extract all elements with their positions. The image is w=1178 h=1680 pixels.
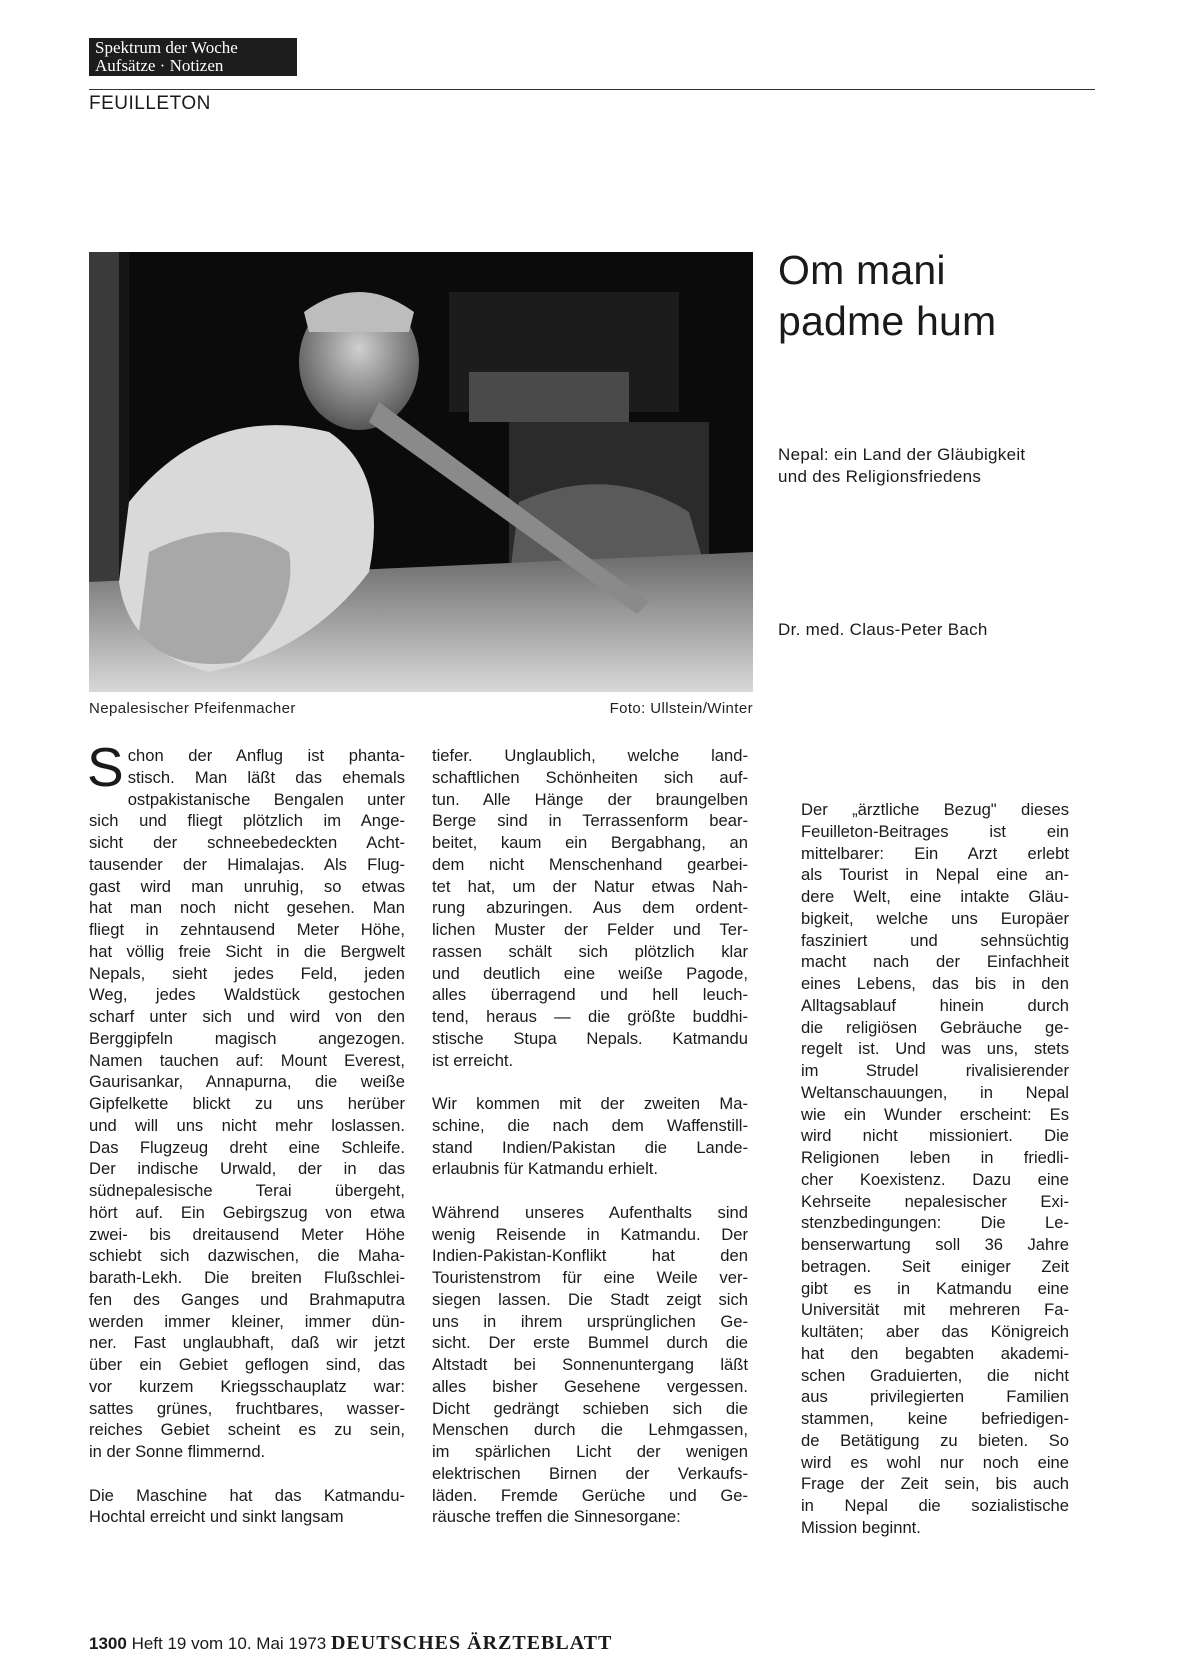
text-line: bigkeit, welche uns Europäer [801,908,1069,928]
text-line: Feuilleton-Beitrages ist ein [801,821,1069,841]
text-line: Touristenstrom für eine Weile ver- [432,1268,748,1287]
text-line: wie ein Wunder erscheint: Es [801,1104,1069,1124]
text-line: im spärlichen Licht der wenigen [432,1442,748,1461]
text-line: fen des Ganges und Brahmaputra [89,1289,405,1309]
text-line: chon der Anflug ist phanta- [127,746,405,765]
text-line: vor kurzem Kriegsschauplatz war: [89,1376,405,1396]
title-line1: Om mani [778,247,946,293]
text-line: schine, die nach dem Waffenstill- [432,1115,748,1135]
text-line: Menschen durch die Lehmgassen, [432,1420,748,1440]
section-badge [89,38,297,76]
body-column-1 [87,736,405,1528]
text-line: siegen lassen. Die Stadt zeigt sich [432,1289,748,1309]
text-line: sich und fliegt plötzlich im Ange- [89,811,405,831]
text-line: gast wird man unruhig, so etwas [89,876,405,896]
section-badge-line2: Aufsätze · Notizen [95,56,224,75]
text-line: im Strudel rivalisierender [801,1061,1069,1080]
rubric-label: FEUILLETON [89,93,211,114]
text-line: fasziniert und sehnsüchtig [801,930,1069,950]
text-line: Kehrseite nepalesischer Exi- [801,1191,1069,1211]
text-line: sicht der schneebedeckten Acht- [89,833,405,852]
text-line: beitet, kaum ein Bergabhang, an [432,833,748,852]
section-badge-line1: Spektrum der Woche [95,38,238,57]
text-line: und deutlich eine weiße Pagode, [432,963,748,983]
text-line: und will uns nicht mehr loslassen. [89,1115,405,1135]
photo-caption: Nepalesischer Pfeifenmacher [89,700,296,717]
text-line: über ein Gebiet geflogen sind, das [89,1355,405,1374]
paragraph-5 [432,1202,748,1528]
issue-info: Heft 19 vom 10. Mai 1973 [131,1634,327,1653]
text-line: eines Lebens, das bis in den [801,974,1069,993]
text-line: Dicht gedrängt schieben sich die [432,1398,748,1418]
text-line: Religionen leben in friedli- [801,1148,1069,1167]
text-line: barath-Lekh. Die breiten Flußschlei- [89,1268,405,1287]
paragraph-1 [87,736,405,1463]
text-line: sicht. Der erste Bummel durch die [432,1333,748,1353]
text-line: Berge sind in Terrassenform bear- [432,811,748,831]
text-line: Der indische Urwald, der in das [89,1159,405,1179]
text-line: ner. Fast unglaubhaft, daß wir jetzt [89,1333,405,1353]
text-line: Wir kommen mit der zweiten Ma- [432,1094,748,1113]
text-line: läden. Fremde Gerüche und Ge- [432,1485,748,1505]
text-line: Universität mit mehreren Fa- [801,1300,1069,1320]
article-subtitle [778,444,1098,488]
text-line: Indien-Pakistan-Konflikt hat den [432,1246,748,1266]
text-line: rung abzuringen. Aus dem ordent- [432,898,748,918]
pipe-maker-photo [89,252,753,692]
text-line: hört auf. Ein Gebirgszug von etwa [89,1202,405,1222]
text-line: ist erreicht. [432,1050,514,1070]
text-line: tun. Alle Hänge der braungelben [432,789,748,809]
article-title [778,245,1108,347]
text-line: stische Stupa Nepals. Katmandu [432,1028,748,1048]
text-line: hat den begabten akademi- [801,1343,1069,1363]
text-line: dem nicht Menschenhand gearbei- [432,854,748,874]
text-line: Alltagsablauf hinein durch [801,995,1069,1015]
text-line: fliegt in zehntausend Meter Höhe, [89,920,405,939]
text-line: stisch. Man läßt das ehemals [127,767,405,787]
text-line: stand Indien/Pakistan die Lande- [432,1137,748,1157]
text-line: Weg, jedes Waldstück gestochen [89,985,405,1005]
paragraph-4 [432,1093,748,1180]
text-line: schiebt sich dazwischen, die Maha- [89,1246,405,1266]
text-line: die religiösen Gebräuche ge- [801,1017,1069,1037]
paragraph-2 [89,1485,405,1529]
title-line2: padme hum [778,298,997,344]
text-line: tiefer. Unglaublich, welche land- [432,746,748,765]
text-line: Der „ärztliche Bezug" dieses [801,800,1069,819]
drop-cap: S [87,736,124,798]
text-line: betragen. Seit einiger Zeit [801,1256,1069,1276]
text-line: wird es wohl nur noch eine [801,1452,1069,1472]
text-line: mittelbarer: Ein Arzt erlebt [801,843,1069,863]
text-line: als Tourist in Nepal eine an- [801,865,1069,885]
article-author: Dr. med. Claus-Peter Bach [778,620,988,639]
text-line: uns in ihrem ursprünglichen Ge- [432,1311,748,1331]
text-line: Hochtal erreicht und sinkt langsam [89,1507,344,1527]
text-line: tet hat, um der Natur etwas Nah- [432,876,748,896]
text-line: Gaurisankar, Annapurna, die weiße [89,1072,405,1092]
text-line: in der Sonne flimmernd. [89,1442,266,1461]
text-line: rassen schält sich plötzlich klar [432,941,748,961]
text-line: aus privilegierten Familien [801,1387,1069,1407]
text-line: wenig Reisende in Katmandu. Der [432,1224,748,1244]
text-line: südnepalesische Terai übergeht, [89,1181,405,1200]
photo-credit: Foto: Ullstein/Winter [609,700,753,717]
text-line: erlaubnis für Katmandu erhielt. [432,1159,658,1179]
text-line: hat völlig freie Sicht in die Bergwelt [89,941,405,961]
text-line: stenzbedingungen: Die Le- [801,1213,1069,1233]
text-line: Gipfelkette blickt zu uns herüber [89,1094,405,1113]
journal-name: DEUTSCHES ÄRZTEBLATT [330,1632,613,1654]
subtitle-line1: Nepal: ein Land der Gläubigkeit [778,445,1026,464]
text-line: kultäten; aber das Königreich [801,1322,1069,1341]
text-line: werden immer kleiner, immer dün- [89,1311,405,1331]
text-line: Weltanschauungen, in Nepal [801,1082,1069,1102]
body-column-2 [432,745,748,1528]
text-line: Altstadt bei Sonnenuntergang läßt [432,1355,748,1374]
text-line: alles bisher Gesehene vergessen. [432,1376,748,1396]
body-column-3 [801,799,1069,1539]
text-line: Das Flugzeug dreht eine Schleife. [89,1137,405,1157]
text-line: schaftlichen Schönheiten sich auf- [432,767,748,787]
text-line: scharf unter sich und wird von den [89,1007,405,1026]
text-line: dere Welt, eine intakte Gläu- [801,887,1069,906]
text-line: Die Maschine hat das Katmandu- [89,1485,405,1505]
text-line: sattes grünes, fruchtbares, wasser- [89,1398,405,1418]
text-line: alles überragend und hell leuch- [432,985,748,1005]
text-line: räusche treffen die Sinnesorgane: [432,1507,681,1527]
text-line: lichen Muster der Felder und Ter- [432,920,748,939]
text-line: cher Koexistenz. Dazu eine [801,1169,1069,1189]
paragraph-sidebar [801,799,1069,1539]
text-line: Nepals, sieht jedes Feld, jeden [89,963,405,983]
header-rule [89,89,1095,90]
text-line: Namen tauchen auf: Mount Everest, [89,1050,405,1070]
subtitle-line2: und des Religionsfriedens [778,467,982,486]
text-line: benserwartung soll 36 Jahre [801,1235,1069,1254]
page-number: 1300 [89,1634,127,1653]
text-line: in Nepal die sozialistische [801,1496,1069,1515]
paragraph-3 [432,745,748,1071]
text-line: wird nicht missioniert. Die [801,1126,1069,1146]
text-line: tausender der Himalajas. Als Flug- [89,854,405,874]
text-line: schen Graduierten, die nicht [801,1365,1069,1385]
text-line: ostpakistanische Bengalen unter [127,789,405,809]
text-line: macht nach der Einfachheit [801,952,1069,972]
text-line: Frage der Zeit sein, bis auch [801,1474,1069,1494]
text-line: gibt es in Katmandu eine [801,1278,1069,1298]
text-line: hat man noch nicht gesehen. Man [89,898,405,918]
text-line: Berggipfeln magisch angezogen. [89,1028,405,1048]
text-line: reiches Gebiet scheint es zu sein, [89,1420,405,1440]
text-line: Während unseres Aufenthalts sind [432,1202,748,1222]
text-line: stammen, keine befriedigen- [801,1409,1069,1428]
article-photo [89,252,753,692]
text-line: regelt ist. Und was uns, stets [801,1039,1069,1059]
text-line: tend, heraus — die größte buddhi- [432,1007,748,1026]
text-line: Mission beginnt. [801,1517,921,1537]
text-line: elektrischen Birnen der Verkaufs- [432,1463,748,1483]
text-line: zwei- bis dreitausend Meter Höhe [89,1224,405,1244]
text-line: de Betätigung zu bieten. So [801,1430,1069,1450]
page-footer [89,1632,612,1655]
